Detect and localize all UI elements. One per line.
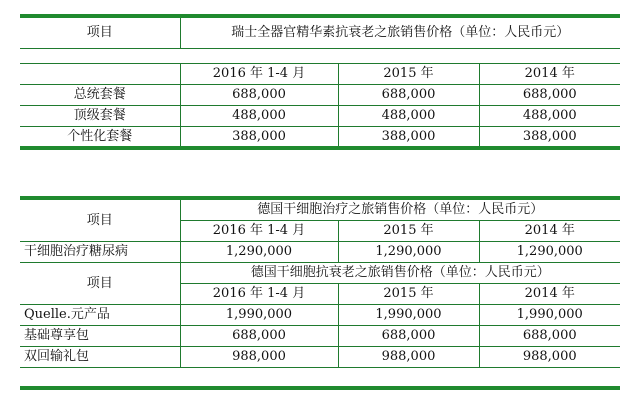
row-label: 基础尊享包 [20, 326, 180, 347]
cell-value: 488,000 [479, 106, 620, 127]
cell-value: 988,000 [479, 347, 620, 368]
table2-s2-col-header-2015: 2015 年 [338, 284, 479, 305]
price-table-germany [20, 200, 620, 368]
cell-value: 488,000 [180, 106, 338, 127]
cell-value: 1,290,000 [338, 242, 479, 263]
table2-s2-header-label: 项目 [20, 263, 180, 305]
cell-value: 688,000 [479, 326, 620, 347]
table1-gap [20, 49, 620, 64]
table1-header-label: 项目 [20, 18, 180, 49]
cell-value: 688,000 [338, 85, 479, 106]
table-row [20, 326, 620, 347]
cell-value: 488,000 [338, 106, 479, 127]
table1-title: 瑞士全器官精华素抗衰老之旅销售价格（单位：人民币元） [180, 18, 620, 49]
table1-bottom-bar [20, 146, 620, 150]
table1-gap-row [20, 49, 620, 64]
row-label: Quelle.元产品 [20, 305, 180, 326]
table2-s1-col-header-2016: 2016 年 1-4 月 [180, 221, 338, 242]
table-row [20, 85, 620, 106]
cell-value: 388,000 [479, 127, 620, 148]
cell-value: 688,000 [180, 85, 338, 106]
cell-value: 988,000 [180, 347, 338, 368]
cell-value: 1,990,000 [338, 305, 479, 326]
table2-s1-title: 德国干细胞治疗之旅销售价格（单位：人民币元） [180, 200, 620, 221]
cell-value: 688,000 [479, 85, 620, 106]
table-row [20, 305, 620, 326]
table1-col-header-2015: 2015 年 [338, 64, 479, 85]
cell-value: 1,290,000 [479, 242, 620, 263]
table2-s2-title: 德国干细胞抗衰老之旅销售价格（单位：人民币元） [180, 263, 620, 284]
cell-value: 388,000 [338, 127, 479, 148]
cell-value: 388,000 [180, 127, 338, 148]
cell-value: 688,000 [338, 326, 479, 347]
table2-s1-col-header-2014: 2014 年 [479, 221, 620, 242]
row-label: 顶级套餐 [20, 106, 180, 127]
table1-col-header-2014: 2014 年 [479, 64, 620, 85]
table1-col-header-blank [20, 64, 180, 85]
cell-value: 988,000 [338, 347, 479, 368]
table2-bottom-bar [20, 386, 620, 390]
row-label: 个性化套餐 [20, 127, 180, 148]
table2-s2-col-header-2016: 2016 年 1-4 月 [180, 284, 338, 305]
cell-value: 1,290,000 [180, 242, 338, 263]
table2-s2-title-row [20, 263, 620, 284]
table-row [20, 127, 620, 148]
row-label: 总统套餐 [20, 85, 180, 106]
price-table-swiss [20, 18, 620, 148]
cell-value: 688,000 [180, 326, 338, 347]
table1-title-row [20, 18, 620, 49]
table2-s1-col-header-2015: 2015 年 [338, 221, 479, 242]
table-row [20, 347, 620, 368]
table2-s2-col-header-2014: 2014 年 [479, 284, 620, 305]
table1-col-header-2016: 2016 年 1-4 月 [180, 64, 338, 85]
table-row [20, 106, 620, 127]
cell-value: 1,990,000 [479, 305, 620, 326]
table1-col-header-row [20, 64, 620, 85]
table2-s1-header-label: 项目 [20, 200, 180, 242]
table2-s1-title-row [20, 200, 620, 221]
cell-value: 1,990,000 [180, 305, 338, 326]
row-label: 干细胞治疗糖尿病 [20, 242, 180, 263]
row-label: 双回输礼包 [20, 347, 180, 368]
table-row [20, 242, 620, 263]
